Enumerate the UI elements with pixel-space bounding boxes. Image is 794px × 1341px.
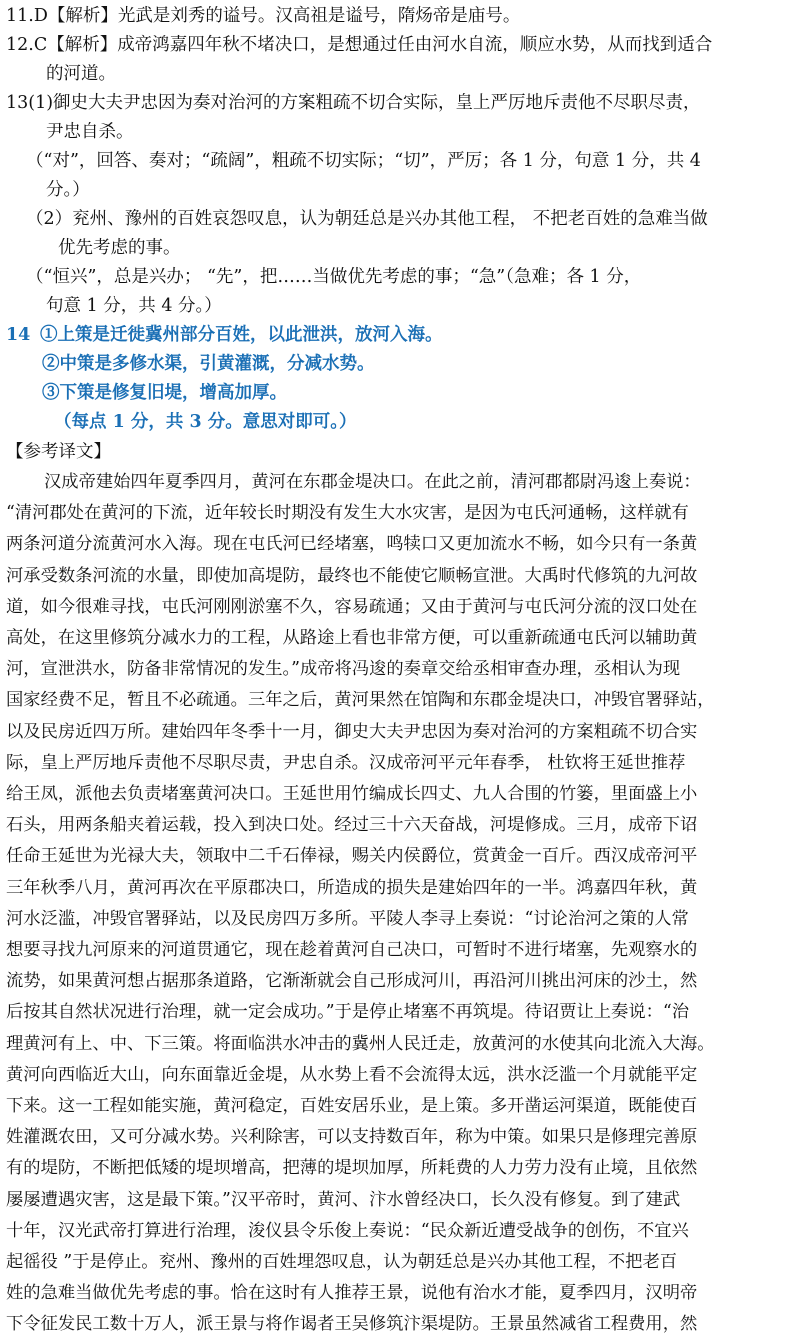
- translation-line: 以及民房近四万所。建始四年冬季十一月，御史大夫尹忠因为奏对治河的方案粗疏不切合实: [6, 721, 698, 742]
- translation-line: 石头，用两条船夹着运载，投入到决口处。经过三十六天奋战，河堤修成。三月，成帝下诏: [6, 815, 698, 836]
- translation-line: 姓的急难当做优先考虑的事。恰在这时有人推荐王景，说他有治水才能，夏季四月，汉明帝: [6, 1283, 698, 1304]
- answer-12-line-2: 的河道。: [46, 64, 116, 84]
- answer-14-item-b: ②中策是多修水渠，引黄灌溉，分减水势。: [42, 354, 375, 374]
- translation-line: 想要寻找九河原来的河道贯通它，现在趁着黄河自己决口，可暂时不进行堵塞，先观察水的: [6, 940, 698, 961]
- answer-14-item-c: ③下策是修复旧堤，增高加厚。: [42, 383, 287, 403]
- translation-line: 两条河道分流黄河水入海。现在屯氏河已经堵塞，鸣犊口又更加流水不畅，如今只有一条黄: [6, 534, 698, 555]
- translation-line: 河承受数条河流的水量，即使加高堤防，最终也不能使它顺畅宣泄。大禹时代修筑的九河故: [6, 565, 698, 586]
- translation-line: 高处，在这里修筑分减水力的工程，从路途上看也非常方便，可以重新疏通屯氏河以辅助黄: [6, 628, 698, 649]
- answer-14-upper-strategy: [6, 321, 784, 350]
- translation-line: 有的堤防，不断把低矮的堤坝增高，把薄的堤坝加厚，所耗费的人力劳力没有止境，且依然: [6, 1158, 698, 1179]
- translation-line: 后按其自然状况进行治理，就一定会成功。”于是停止堵塞不再筑堤。待诏贾让上奏说：“治: [6, 1002, 689, 1023]
- answer-13-2-scoring-1: （“恒兴”，总是兴办； “先”，把……当做优先考虑的事；“急”（急难；各 1 分，: [26, 267, 642, 287]
- answer-13-1-line-2: 尹忠自杀。: [46, 122, 134, 142]
- answer-13-1-line-1: 13(1)御史大夫尹忠因为奏对治河的方案粗疏不切合实际，皇上严厉地斥责他不尽职尽责，: [6, 93, 701, 113]
- translation-line: 黄河向西临近大山，向东面靠近金堤，从水势上看不会流得太远，洪水泛滥一个月就能平定: [6, 1064, 698, 1085]
- translation-line: 下来。这一工程如能实施，黄河稳定，百姓安居乐业，是上策。多开凿运河渠道，既能使百: [6, 1096, 698, 1117]
- translation-line: 屡屡遭遇灾害，这是最下策。”汉平帝时，黄河、汴水曾经决口，长久没有修复。到了建武: [6, 1189, 681, 1210]
- translation-line: 河水泛滥，冲毁官署驿站，以及民房四万多所。平陵人李寻上奏说：“讨论治河之策的人常: [6, 908, 689, 929]
- translation-line: 三年秋季八月，黄河再次在平原郡决口，所造成的损失是建始四年的一半。鸿嘉四年秋，黄: [6, 877, 698, 898]
- translation-line: 姓灌溉农田，又可分减水势。兴利除害，可以支持数百年，称为中策。如果只是修理完善原: [6, 1127, 698, 1148]
- translation-line: 流势，如果黄河想占据那条道路，它渐渐就会自己形成河川，再沿河川挑出河床的沙土，然: [6, 971, 698, 992]
- answer-13-1-scoring-1: （“对”，回答、奏对；“疏阔”，粗疏不切实际；“切”，严厉；各 1 分，句意 1 分，共 4: [26, 151, 701, 171]
- translation-line: 河，宣泄洪水，防备非常情况的发生。”成帝将冯逡的奏章交给丞相审查办理，丞相认为现: [6, 659, 681, 680]
- translation-line: 国家经费不足，暂且不必疏通。三年之后，黄河果然在馆陶和东郡金堤决口，冲毁官署驿站，: [6, 690, 715, 711]
- translation-line: 汉成帝建始四年夏季四月，黄河在东郡金堤决口。在此之前，清河郡都尉冯逡上奏说：: [44, 472, 701, 492]
- answer-13-2-line-2: 优先考虑的事。: [58, 238, 181, 258]
- answer-13-1-scoring-2: 分。）: [46, 180, 90, 200]
- answer-11: 11.D【解析】光武是刘秀的谥号。汉高祖是谥号，隋炀帝是庙号。: [6, 6, 521, 26]
- answer-12-line-1: 12.C【解析】成帝鸿嘉四年秋不堵决口，是想通过任由河水自流，顺应水势，从而找到适合: [6, 35, 713, 55]
- translation-line: 十年，汉光武帝打算进行治理，浚仪县令乐俊上奏说：“民众新近遭受战争的创伤，不宜兴: [6, 1220, 689, 1241]
- answer-14-scoring: （每点 1 分，共 3 分。意思对即可。）: [54, 412, 357, 432]
- translation-line: 下令征发民工数十万人，派王景与将作谒者王吴修筑汴渠堤防。王景虽然减省工程费用，然: [6, 1314, 698, 1335]
- translation-line: 起徭役 ”于是停止。兖州、豫州的百姓埋怨叹息，认为朝廷总是兴办其他工程，不把老百: [6, 1252, 678, 1273]
- translation-line: 道，如今很难寻找，屯氏河刚刚淤塞不久，容易疏通；又由于黄河与屯氏河分流的汊口处在: [6, 596, 698, 617]
- translation-line: 理黄河有上、中、下三策。将面临洪水冲击的冀州人民迁走，放黄河的水使其向北流入大海。: [6, 1033, 715, 1054]
- answer-14-item-a: ①上策是迁徙冀州部分百姓，以此泄洪，放河入海。: [40, 325, 443, 345]
- answer-14-number: 14: [6, 325, 31, 345]
- translation-line: 给王凤，派他去负责堵塞黄河决口。王延世用竹编成长四丈、九人合围的竹篓，里面盛上小: [6, 784, 698, 805]
- answer-13-2-line-1: （2）兖州、豫州的百姓哀怨叹息，认为朝廷总是兴办其他工程， 不把老百姓的急难当做: [26, 209, 708, 229]
- translation-line: 际，皇上严厉地斥责他不尽职尽责，尹忠自杀。汉成帝河平元年春季， 杜钦将王延世推荐: [6, 752, 686, 773]
- translation-line: “清河郡处在黄河的下流，近年较长时期没有发生大水灾害，是因为屯氏河通畅，这样就有: [6, 503, 689, 524]
- answer-13-2-scoring-2: 句意 1 分，共 4 分。）: [46, 296, 222, 316]
- translation-line: 任命王延世为光禄大夫，领取中二千石俸禄，赐关内侯爵位，赏黄金一百斤。西汉成帝河平: [6, 846, 698, 867]
- translation-header: 【参考译文】: [6, 442, 111, 462]
